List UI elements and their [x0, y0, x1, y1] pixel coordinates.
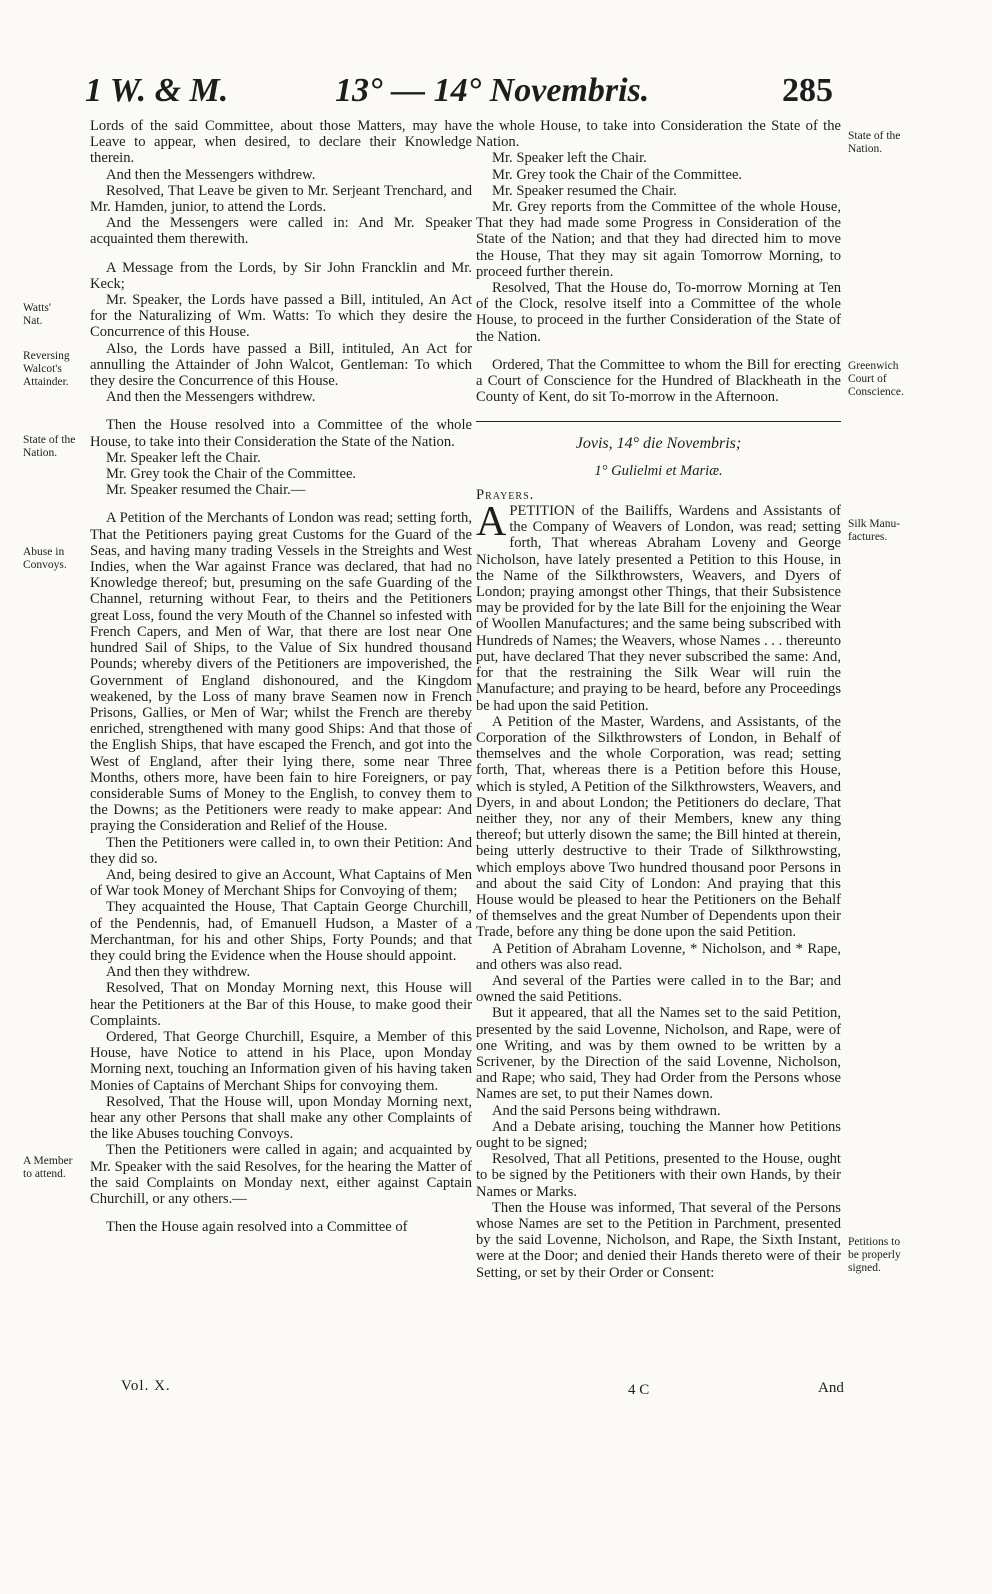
paragraph: Resolved, That the House do, To-morrow Morning at Ten of the Clock, resolve itself into a Committee of the whole House, to proceed in the further Consideration of the State of the Nation.: [476, 280, 841, 345]
paragraph: But it appeared, that all the Names set to the said Petition, presented by the said Lovenne, Nicholson, and Rape, were of one Writing, and was by them owned to be written by a Scrivener, by the Direction of the said Lovenne, Nicholson, and Rape; who said, They had Order from the Persons whose Names are set, to put their Names down.: [476, 1005, 841, 1103]
paragraph: They acquainted the House, That Captain George Churchill, of the Pendennis, had, of Emanuell Hudson, a Master of a Merchantman, for his and other Ships, Forty Pounds; and that they could bring the Evidence when the House should appoint.: [90, 899, 472, 964]
margin-note-member-attend: A Member to attend.: [23, 1155, 73, 1180]
paragraph: Mr. Speaker, the Lords have passed a Bill, intituled, An Act for the Naturalizing of Wm. Watts: To which they desire the Concurrence of this House.: [90, 292, 472, 341]
paragraph: Mr. Grey took the Chair of the Committee.: [106, 466, 357, 483]
paragraph: And the Messengers were called in: And Mr. Speaker acquainted them therewith.: [90, 215, 472, 248]
right-column: [476, 118, 841, 1281]
paragraph: Mr. Grey reports from the Committee of the whole House, That they had made some Progress in Consideration of the State of the Nation; and that they had directed him to move the House, That they may sit again Tomorrow Morning, to proceed further therein.: [476, 199, 841, 280]
paragraph: APETITION of the Bailiffs, Wardens and Assistants of the Company of Weavers of London, was read; setting forth, That whereas Abraham Loveny and George Nicholson, have lately presented a Petition to this House, in the Name of the Silkthrowsters, Weavers, and Dyers of London; praying amongst other Things, that their Subsistence may be provided for by the late Bill for the enjoining the Wear of Woollen Manufactures; and the same being subscribed with Hundreds of Names; the Weavers, whose Names . . . thereunto put, have declared That they never subscribed the same: And, for that the restraining the Silk Wear will ruin the Manufacture; and praying to be heard, before any Proceedings be had upon the said Petition.: [476, 499, 841, 714]
paragraph: And several of the Parties were called in to the Bar; and owned the said Petitions.: [476, 972, 841, 1006]
paragraph: Then the Petitioners were called in, to own their Petition: And they did so.: [90, 834, 472, 867]
margin-note-walcot: Reversing Walcot's Attainder.: [23, 350, 70, 388]
paragraph: Then the House was informed, That several of the Persons whose Names are set to the Petition in Parchment, presented by the said Lovenne, Nicholson, and Rape, the Sixth Instant, were at the Door; and denied their Hands thereto were of their Setting, or set by their Order or Consent:: [476, 1199, 841, 1281]
margin-note-greenwich: Greenwich Court of Conscience.: [848, 360, 904, 398]
paragraph: A Petition of the Merchants of London was read; setting forth, That the Petitioners paying great Customs for the Guard of the Seas, and having many trading Vessels in the Streights and West Indies, when the War against France was declared, that had no Knowledge thereof; but, presuming on the safe Guarding of the Channel, returning without Fear, to theirs and the Petitioners great Loss, found the very Mouth of the Channel so infested with French Capers, and Men of War, that there are lost near One hundred Sail of Ships, to the Value of Six hundred thousand Pounds; whereby divers of the Petitioners are impoverished, the Government of England dishonoured, and the Kingdom weakened, by the Loss of many brave Seamen now in French Prisons, Gallies, or Men of War; whilst the French are thereby enriched, strengthened with many good Ships: And that those of the English Ships, that have escaped the French, and got into the West of England, after their lying there, some near Three Months, others more, have been fain to hire Foreigners, or pay considerable Sums of Money to the English, to convey them to the Downs; as the Petitioners were ready to make appear: And praying the Consideration and Relief of the House.: [90, 510, 472, 835]
margin-note-abuse-convoys: Abuse in Convoys.: [23, 546, 67, 571]
paragraph: A Petition of Abraham Lovenne, * Nicholson, and * Rape, and others was also read.: [476, 940, 841, 973]
drop-cap: A: [476, 499, 507, 546]
paragraph: Lords of the said Committee, about those Matters, may have Leave to appear, when desired, to declare their Knowledge therein.: [90, 118, 472, 167]
paragraph: Mr. Speaker resumed the Chair.—: [106, 482, 306, 499]
catchword: And: [818, 1380, 844, 1396]
paragraph: Mr. Speaker left the Chair.: [492, 150, 647, 167]
paragraph: Also, the Lords have passed a Bill, intituled, An Act for annulling the Attainder of John Walcot, Gentleman: To which they desire the Concurrence of this House.: [90, 340, 472, 390]
paragraph: Resolved, That on Monday Morning next, this House will hear the Petitioners at the Bar of this House, to make good their Complaints.: [90, 980, 472, 1029]
paragraph: And then they withdrew.: [106, 964, 251, 981]
paragraph: Resolved, That all Petitions, presented to the House, ought to be signed by the Petitioners with their own Hands, by their Names or Marks.: [476, 1151, 841, 1200]
left-column: [90, 118, 472, 1235]
page-number: 285: [782, 72, 833, 109]
paragraph: Then the House resolved into a Committee of the whole House, to take into their Consideration the State of the Nation.: [90, 417, 472, 450]
paragraph: the whole House, to take into Consideration the State of the Nation.: [476, 118, 841, 151]
paragraph: A Message from the Lords, by Sir John Francklin and Mr. Keck;: [90, 259, 472, 292]
section-divider: [476, 421, 841, 422]
paragraph: Ordered, That the Committee to whom the Bill for erecting a Court of Conscience for the Hundred of Blackheath in the County of Kent, do sit To-morrow in the Afternoon.: [476, 356, 841, 406]
paragraph: Ordered, That George Churchill, Esquire, a Member of this House, have Notice to attend in his Place, upon Monday Morning next, touching an Information given of his having taken Monies of Captains of Merchant Ships for convoying them.: [90, 1028, 472, 1094]
paragraph: And then the Messengers withdrew.: [106, 389, 316, 406]
margin-note-state-of-nation-2: State of the Nation.: [848, 130, 901, 155]
signature-mark: 4 C: [628, 1382, 650, 1398]
paragraph: Mr. Speaker resumed the Chair.: [492, 182, 677, 199]
header-regnal-year: 1 W. & M.: [85, 72, 229, 109]
paragraph: And a Debate arising, touching the Manner how Petitions ought to be signed;: [476, 1118, 841, 1151]
header-date: 13° — 14° Novembris.: [335, 72, 650, 109]
margin-note-petitions-signed: Petitions to be properly signed.: [848, 1236, 901, 1274]
paragraph: A Petition of the Master, Wardens, and Assistants, of the Corporation of the Silkthrowsters of London, in Behalf of themselves and the whole Corporation, was read; setting forth, That, whereas there is a Petition before this House, which is styled, A Petition of the Silkthrowsters, Weavers, and Dyers, in and about London; the Petitioners do declare, That neither they, nor any of their Members, knew any thing thereof; but utterly disown the same; the Bill hinted at therein, being utterly destructive to their Trade of Silkthrowsting, which employs above Two hundred thousand poor Persons in and about the said City of London: And praying that this House would be pleased to hear the Petitioners on the Behalf of themselves and the great Number of Dependents upon their Trade, before any thing be done upon the said Petition.: [476, 713, 841, 941]
paragraph: Mr. Grey took the Chair of the Committee.: [492, 166, 743, 183]
paragraph: And the said Persons being withdrawn.: [492, 1102, 721, 1119]
regnal-heading: 1° Gulielmi et Mariæ.: [594, 462, 723, 479]
margin-note-watts: Watts' Nat.: [23, 302, 51, 327]
paragraph: Then the House again resolved into a Committee of: [106, 1219, 408, 1236]
paragraph: Then the Petitioners were called in again; and acquainted by Mr. Speaker with the said Resolves, for the hearing the Matter of the said Complaints on Monday next, either against Captain Churchill, or any others.—: [90, 1142, 472, 1207]
volume-label: Vol. X.: [121, 1378, 171, 1394]
paragraph: Resolved, That Leave be given to Mr. Serjeant Trenchard, and Mr. Hamden, junior, to attend the Lords.: [90, 182, 472, 216]
paragraph: Mr. Speaker left the Chair.: [106, 449, 261, 466]
paragraph: Resolved, That the House will, upon Monday Morning next, hear any other Persons that shall make any other Complaints of the like Abuses touching Convoys.: [90, 1093, 472, 1143]
margin-note-state-of-nation: State of the Nation.: [23, 434, 76, 459]
margin-note-silk-manufactures: Silk Manu- factures.: [848, 518, 901, 543]
paragraph: And then the Messengers withdrew.: [106, 166, 316, 183]
prayers-heading: Prayers.: [476, 486, 535, 503]
paragraph: And, being desired to give an Account, What Captains of Men of War took Money of Merchant Ships for Convoying of them;: [90, 866, 472, 900]
day-heading: Jovis, 14° die Novembris;: [575, 435, 742, 453]
